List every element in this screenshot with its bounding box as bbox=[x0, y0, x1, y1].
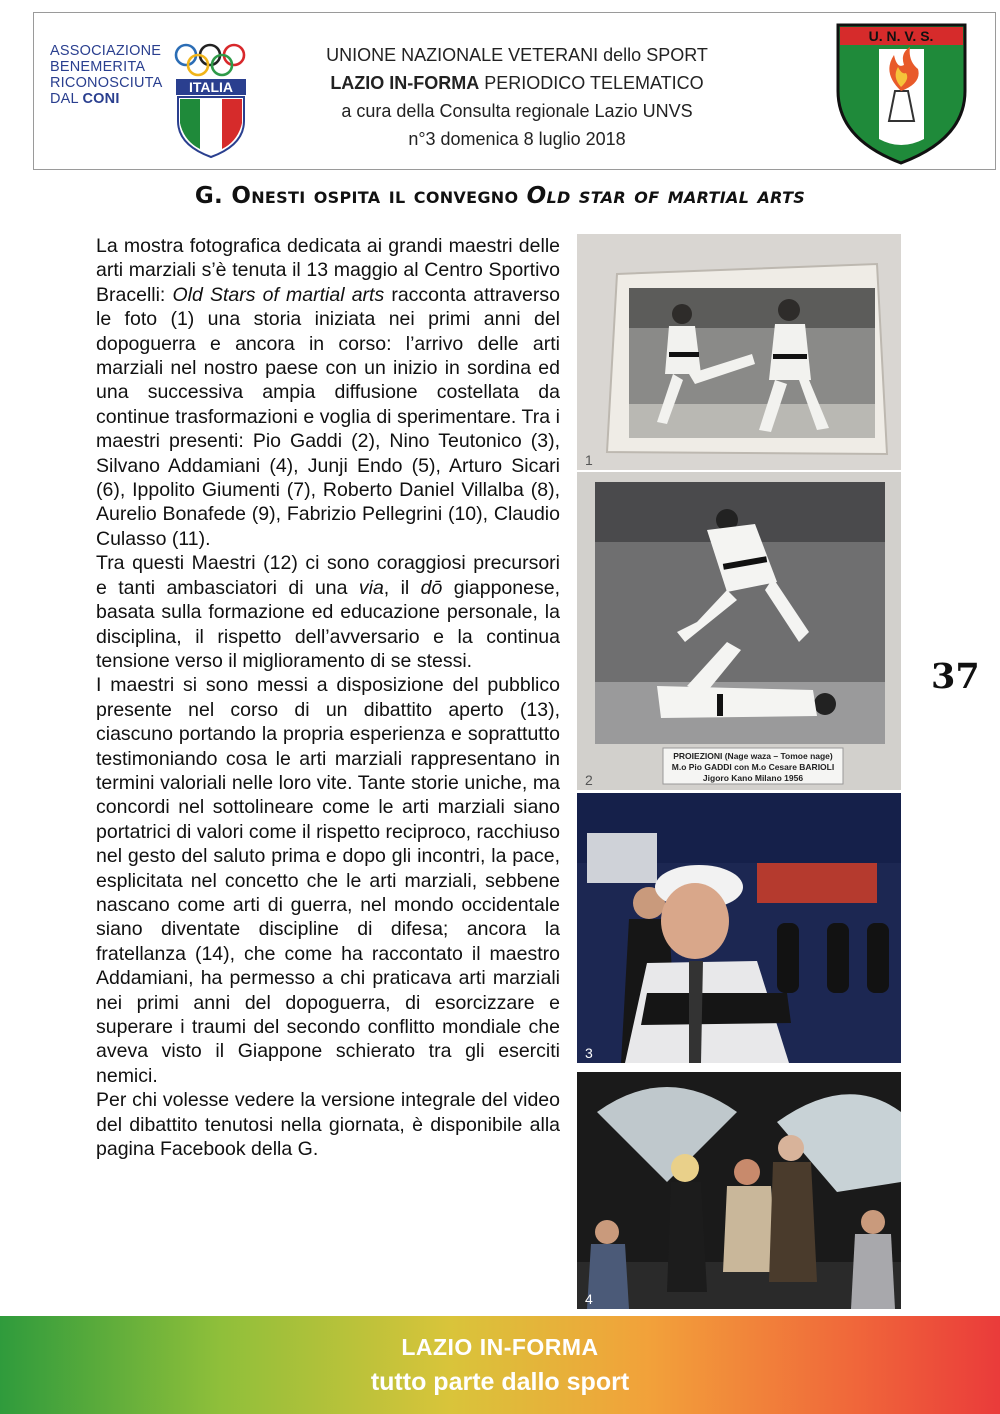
masthead bbox=[33, 12, 996, 170]
paragraph-1: La mostra fotografica dedicata ai grandi maestri delle arti marziali s’è tenuta il 13 maggio al Centro Sportivo Bracelli: Old Stars of martial arts racconta attraverso le foto (1) una storia iniziata nei primi anni del dopoguerra e ancora in corso: l’arrivo delle arti marziali nel nostro paese con un inizio in sordina ed una successiva ampia diffusione costellata da continue trasformazioni e voglia di sperimentare. Tra i maestri presenti: Pio Gaddi (2), Nino Teutonico (3), Silvano Addamiani (4), Junji Endo (5), Arturo Sicari (6), Ippolito Giumenti (7), Roberto Daniel Villalba (8), Aurelio Bonafede (9), Fabrizio Pellegrini (10), Claudio Culasso (11). bbox=[96, 235, 560, 550]
masthead-text bbox=[252, 41, 782, 153]
photo-number: 2 bbox=[585, 772, 593, 788]
masthead-line-3: a cura della Consulta regionale Lazio UNVS bbox=[341, 101, 693, 121]
photo-caption-line-2: M.o Pio GADDI con M.o Cesare BARIOLI bbox=[671, 762, 835, 772]
ceremony-photo-image bbox=[577, 1072, 901, 1309]
master-photo-image bbox=[577, 793, 901, 1063]
photo-number: 1 bbox=[585, 452, 593, 468]
photo-caption-line-1: PROIEZIONI (Nage waza – Tomoe nage) bbox=[673, 751, 833, 761]
assoc-line-2: BENEMERITA bbox=[50, 59, 146, 75]
photo-number: 3 bbox=[585, 1045, 593, 1061]
assoc-line-4: DAL CONI bbox=[50, 91, 120, 107]
paragraph-2: Tra questi Maestri (12) ci sono coraggiosi precursori e tanti ambasciatori di una via, il dō giapponese, basata sulla formazione ed educazione personale, la disciplina, il rispetto dell’avversario e la continua tensione verso il miglioramento di se stessi. bbox=[96, 552, 560, 672]
page-number: 37 bbox=[931, 656, 980, 697]
karate-photo-image bbox=[577, 234, 901, 470]
footer-band bbox=[0, 1316, 1000, 1414]
photo-karate-kick bbox=[577, 234, 901, 470]
masthead-line-2: LAZIO IN-FORMA PERIODICO TELEMATICO bbox=[330, 73, 704, 93]
footer-title: LAZIO IN-FORMA bbox=[401, 1334, 599, 1360]
italia-olympic-logo bbox=[170, 41, 262, 161]
photo-master-white-hat bbox=[577, 793, 901, 1063]
photo-award-ceremony bbox=[577, 1072, 901, 1309]
issue-date: n°3 domenica 8 luglio 2018 bbox=[408, 129, 626, 149]
article-body bbox=[96, 234, 560, 1161]
assoc-line-1: ASSOCIAZIONE bbox=[50, 43, 162, 59]
unvs-label: U. N. V. S. bbox=[868, 28, 934, 44]
italia-label: ITALIA bbox=[188, 79, 234, 95]
unvs-shield-logo bbox=[834, 21, 969, 166]
footer-slogan: tutto parte dallo sport bbox=[370, 1368, 630, 1396]
photo-judo-throw bbox=[577, 472, 901, 790]
photo-number: 4 bbox=[585, 1291, 593, 1307]
paragraph-3: I maestri si sono messi a disposizione del pubblico presente nel corso di un dibattito aperto (13), ciascuno portando la propria esperienza e soprattutto testimoniando cosa le arti marziali rappresentano in termini valoriali nelle loro vite. Tante storie uniche, ma concordi nel sottolineare come le arti marziali siano portatrici di valori come il rispetto reciproco, racchiuso nel gesto del saluto prima e dopo gli incontri, la pace, esplicitata nel concetto che le arti marziali, sebbene nascano come arti di guerra, nel mondo occidentale siano diventate discipline di difesa; ancora la fratellanza (14), che come ha raccontato il maestro Addamiani, ha permesso a chi praticava arti marziali nei primi anni del dopoguerra, di esorcizzare e superare i traumi del secondo conflitto mondiale che aveva visto il Giappone schierato tra gli eserciti nemici. bbox=[96, 674, 560, 1087]
paragraph-4: Per chi volesse vedere la versione integrale del video del dibattito tenutosi nella giornata, è disponibile alla pagina Facebook della G. bbox=[96, 1089, 560, 1161]
coni-association-text bbox=[50, 43, 170, 107]
photo-caption-line-3: Jigoro Kano Milano 1956 bbox=[702, 773, 804, 783]
judo-photo-image bbox=[577, 472, 901, 790]
assoc-line-3: RICONOSCIUTA bbox=[50, 75, 163, 91]
masthead-line-1: UNIONE NAZIONALE VETERANI dello SPORT bbox=[326, 45, 708, 65]
article-title: G. Onesti ospita il convegno Old star of martial arts bbox=[194, 183, 806, 209]
